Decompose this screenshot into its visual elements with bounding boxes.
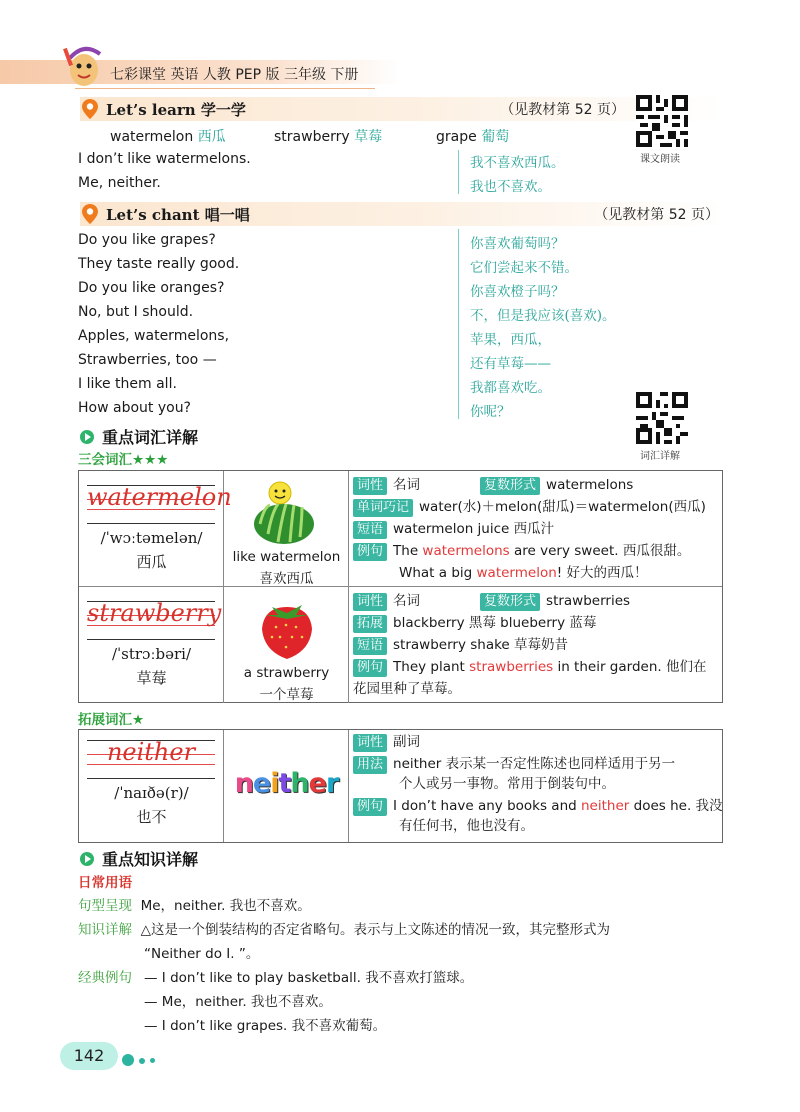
chant-title: Let’s chant 唱一唱 [106,205,250,224]
extension-line: 拓展 blackberry 黑莓 blueberry 蓝莓 [353,613,596,633]
header-text: 七彩课堂 英语 人教 PEP 版 三年级 下册 [110,67,359,83]
vocab-ipa: /ˈwɔːtəmelən/ [100,529,203,547]
pattern-line: 句型呈现 Me，neither. 我也不喜欢。 [78,898,311,914]
learn-line-2-cn: 我也不喜欢。 [470,179,551,195]
chant-line-en: Do you like grapes? [78,232,216,248]
detail-line-2: “Neither do I. ”。 [144,946,260,962]
chant-line-cn: 我都喜欢吃。 [470,380,551,396]
neither-letter: t [278,768,291,799]
vocab-heading: 重点词汇详解 [80,425,198,448]
learn-divider [458,150,459,194]
pos-line: 词性 名词 复数形式 watermelons [353,475,633,495]
vocab-table-core [78,470,723,703]
phrase-line: 短语 strawberry shake 草莓奶昔 [353,635,568,655]
pos-line: 词性 副词 [353,732,420,752]
chant-line-cn: 苹果，西瓜， [470,332,551,348]
decor-dot [150,1058,155,1063]
neither-picture-text [226,768,347,799]
vocab-word: neither [106,738,196,766]
vocab-meaning: 西瓜 [136,553,167,571]
learn-word-2: strawberry 草莓 [274,129,383,145]
neither-letter: h [290,768,309,799]
usage-line: 用法 neither 表示某一否定性陈述也同样适用于另一 [353,754,675,774]
chant-divider [458,229,459,419]
play-icon [80,852,94,866]
phrase-line: 短语 watermelon juice 西瓜汁 [353,519,554,539]
learn-word-3: grape 葡萄 [436,129,510,145]
example-line-2: 有任何书，他也没有。 [399,818,534,834]
vocab-meaning: 也不 [136,808,167,826]
example-line-2: What a big watermelon! 好大的西瓜！ [399,565,648,581]
vocab-row-watermelon [79,471,722,587]
qr-caption-chant: 词汇详解 [640,451,680,462]
header-divider [75,88,375,89]
vocab-sub-extended: 拓展词汇★ [78,712,145,728]
vocab-sub-core: 三会词汇★★★ [78,452,169,468]
example-line-2: 花园里种了草莓。 [353,681,461,697]
mascot-icon [60,40,108,92]
vocab-word: strawberry [87,599,222,627]
qr-code-icon[interactable] [636,95,688,147]
chant-ref: （见教材第 52 页） [594,207,719,223]
qr-caption-learn: 课文朗读 [640,154,680,165]
page-number: 142 [60,1042,118,1070]
chant-line-en: Strawberries, too — [78,352,217,368]
learn-line-1-cn: 我不喜欢西瓜。 [470,155,565,171]
vocab-row-strawberry [79,587,722,703]
picture-caption-cn: 喜欢西瓜 [259,571,314,587]
chant-line-en: How about you? [78,400,191,416]
learn-line-2-en: Me, neither. [78,175,161,191]
learn-ref: （见教材第 52 页） [500,102,625,118]
usage-line-2: 个人或另一事物。常用于倒装句中。 [399,776,615,792]
location-pin-icon [82,204,98,224]
qr-code-icon[interactable] [636,392,688,444]
example-line: 例句 The watermelons are very sweet. 西瓜很甜。 [353,541,690,561]
watermelon-icon [250,477,324,547]
neither-letter: i [270,768,279,799]
neither-letter: n [234,768,253,799]
decor-dot [122,1054,134,1066]
chant-line-cn: 它们尝起来不错。 [470,260,578,276]
learn-title: Let’s learn 学一学 [106,100,246,119]
vocab-row-neither [79,730,722,842]
neither-letter: e [308,768,326,799]
picture-caption-en: like watermelon [232,549,341,565]
chant-line-en: Do you like oranges? [78,280,225,296]
chant-line-cn: 不，但是我应该(喜欢)。 [470,308,616,324]
chant-line-cn: 你喜欢橙子吗？ [470,284,565,300]
location-pin-icon [82,99,98,119]
knowledge-heading: 重点知识详解 [80,847,198,870]
pos-line: 词性 名词 复数形式 strawberries [353,591,630,611]
vocab-ipa: /ˈnaɪðə(r)/ [114,784,189,802]
memo-line: 单词巧记 water(水)＋melon(甜瓜)＝watermelon(西瓜) [353,497,706,517]
knowledge-example-2: — Me，neither. 我也不喜欢。 [144,994,332,1010]
chant-line-en: They taste really good. [78,256,240,272]
chant-line-en: No, but I should. [78,304,194,320]
neither-letter: e [252,768,271,799]
example-label: 经典例句 [78,970,132,986]
knowledge-example-3: — I don’t like grapes. 我不喜欢葡萄。 [144,1018,387,1034]
chant-line-en: Apples, watermelons, [78,328,230,344]
chant-line-cn: 还有草莓—— [470,356,551,372]
learn-banner [80,97,725,121]
chant-banner [80,202,725,226]
strawberry-icon [252,593,322,661]
detail-line: 知识详解 △这是一个倒装结构的否定省略句。表示与上文陈述的情况一致，其完整形式为 [78,922,610,938]
knowledge-sub: 日常用语 [78,875,132,891]
chant-line-cn: 你喜欢葡萄吗？ [470,236,565,252]
chant-line-en: I like them all. [78,376,177,392]
learn-line-1-en: I don’t like watermelons. [78,151,251,167]
play-icon [80,430,94,444]
vocab-table-extended [78,729,723,843]
decor-dot [139,1058,145,1064]
knowledge-example-1: — I don’t like to play basketball. 我不喜欢打篮球。 [144,970,474,986]
example-line: 例句 I don’t have any books and neither does he. 我没 [353,796,723,816]
vocab-ipa: /ˈstrɔːbəri/ [111,645,192,663]
vocab-meaning: 草莓 [136,669,167,687]
picture-caption-cn: 一个草莓 [259,687,314,703]
vocab-word: watermelon [87,483,232,511]
chant-line-cn: 你呢？ [470,404,511,420]
picture-caption-en: a strawberry [243,665,330,681]
example-line: 例句 They plant strawberries in their garden. 他们在 [353,657,706,677]
learn-word-1: watermelon 西瓜 [110,129,226,145]
neither-letter: r [325,768,339,799]
